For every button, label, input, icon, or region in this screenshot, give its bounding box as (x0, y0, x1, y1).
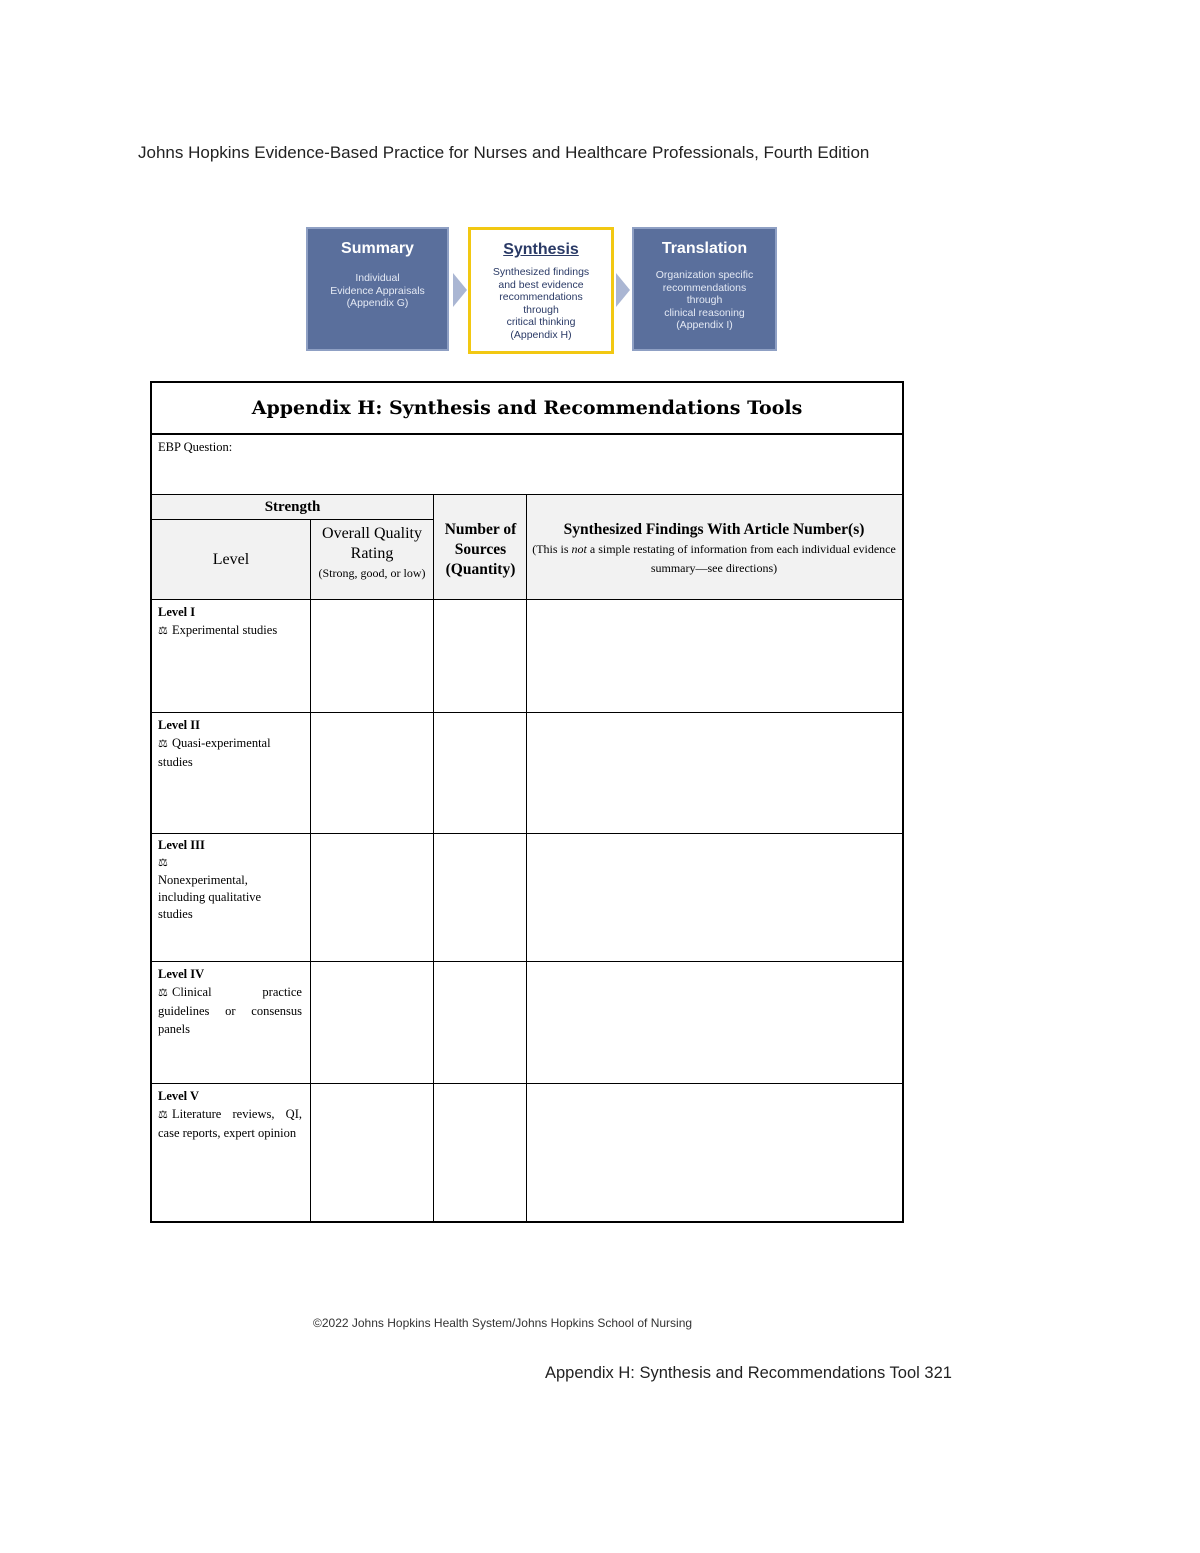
summary-desc-line: Individual (355, 272, 400, 284)
synthesis-table (152, 494, 902, 1221)
summary-step (306, 227, 449, 351)
table-row (158, 1087, 302, 1142)
table-rule (152, 712, 902, 713)
level-name: Level IV (158, 967, 205, 981)
table-row (158, 603, 302, 640)
quality-rating-label: Overall Quality Rating (322, 525, 422, 562)
table-row (158, 837, 302, 923)
translation-desc-line: (Appendix I) (676, 319, 733, 331)
table-rule (152, 961, 902, 962)
translation-desc-line: recommendations (662, 281, 747, 294)
number-of-sources-header: Number of Sources (Quantity) (444, 521, 517, 578)
quality-rating-header (314, 524, 430, 582)
scale-icon: ⚖ (158, 625, 168, 637)
summary-step-title: Summary (341, 240, 414, 257)
level-description: Nonexperimental, including qualitative studies (158, 873, 262, 921)
ebp-process-diagram (306, 227, 778, 355)
translation-step-title: Translation (661, 240, 748, 257)
table-rule (152, 599, 902, 600)
table-rule (152, 833, 902, 834)
translation-step-description (634, 269, 775, 332)
level-name: Level V (158, 1089, 200, 1103)
level-description: Experimental studies (172, 623, 278, 637)
summary-desc-line: (Appendix G) (346, 297, 409, 309)
translation-desc-line: Organization specific (655, 269, 754, 281)
findings-note-text: a simple restating of information from each individual evidence summary—see directions) (586, 542, 896, 575)
synthesis-step (468, 227, 614, 354)
synthesis-desc-line: (Appendix H) (510, 328, 572, 341)
level-description: Quasi-experimental studies (158, 736, 271, 769)
synthesis-desc-line: and best evidence (498, 278, 584, 291)
quality-rating-note: (Strong, good, or low) (318, 566, 426, 580)
synthesis-step-title: Synthesis (503, 241, 579, 258)
table-rule (152, 494, 902, 495)
level-description: Clinical practice guidelines or consensus panels (158, 985, 302, 1036)
summary-desc-line: Evidence Appraisals (330, 284, 425, 297)
scale-icon: ⚖ (158, 1109, 168, 1121)
synthesis-step-description (471, 266, 611, 341)
arrow-right-icon (453, 273, 467, 307)
scale-icon: ⚖ (158, 987, 168, 999)
arrow-right-icon (616, 273, 630, 307)
translation-desc-line: through (686, 294, 723, 306)
findings-note-text: (This is (532, 542, 572, 556)
table-row (158, 965, 302, 1038)
level-description: Literature reviews, QI, case reports, expert opinion (158, 1107, 302, 1140)
ebp-question-label: EBP Question: (158, 440, 233, 454)
table-rule (310, 519, 311, 1221)
translation-desc-line: clinical reasoning (664, 306, 745, 319)
running-header: Johns Hopkins Evidence-Based Practice for Nurses and Healthcare Professionals, Fourth Edition (138, 143, 870, 162)
table-rule (152, 1083, 902, 1084)
strength-header: Strength (264, 499, 321, 515)
synthesized-findings-label: Synthesized Findings With Article Number(s) (563, 521, 865, 538)
synthesis-desc-line: critical thinking (506, 316, 576, 328)
level-name: Level I (158, 605, 196, 619)
synthesis-form (150, 381, 904, 1223)
synthesis-desc-line: Synthesized findings (492, 266, 590, 278)
summary-step-description (308, 272, 447, 310)
form-title: Appendix H: Synthesis and Recommendations Tools (152, 383, 902, 435)
table-rule (152, 519, 433, 520)
level-header: Level (212, 551, 250, 568)
level-name: Level II (158, 718, 201, 732)
table-rule (526, 494, 527, 1221)
footer-copyright: ©2022 Johns Hopkins Health System/Johns Hopkins School of Nursing (313, 1316, 693, 1330)
synthesized-findings-note (530, 540, 898, 578)
table-rule (433, 494, 434, 1221)
synthesis-desc-line: through (523, 303, 559, 316)
synthesis-desc-line: recommendations (499, 291, 583, 303)
table-row (158, 716, 302, 771)
scale-icon: ⚖ (158, 857, 168, 869)
footer-page-label: Appendix H: Synthesis and Recommendations Tool 321 (545, 1364, 952, 1382)
level-name: Level III (158, 838, 205, 852)
scale-icon: ⚖ (158, 738, 168, 750)
findings-note-emphasis: not (571, 542, 587, 556)
synthesized-findings-header (530, 520, 898, 578)
translation-step (632, 227, 777, 351)
